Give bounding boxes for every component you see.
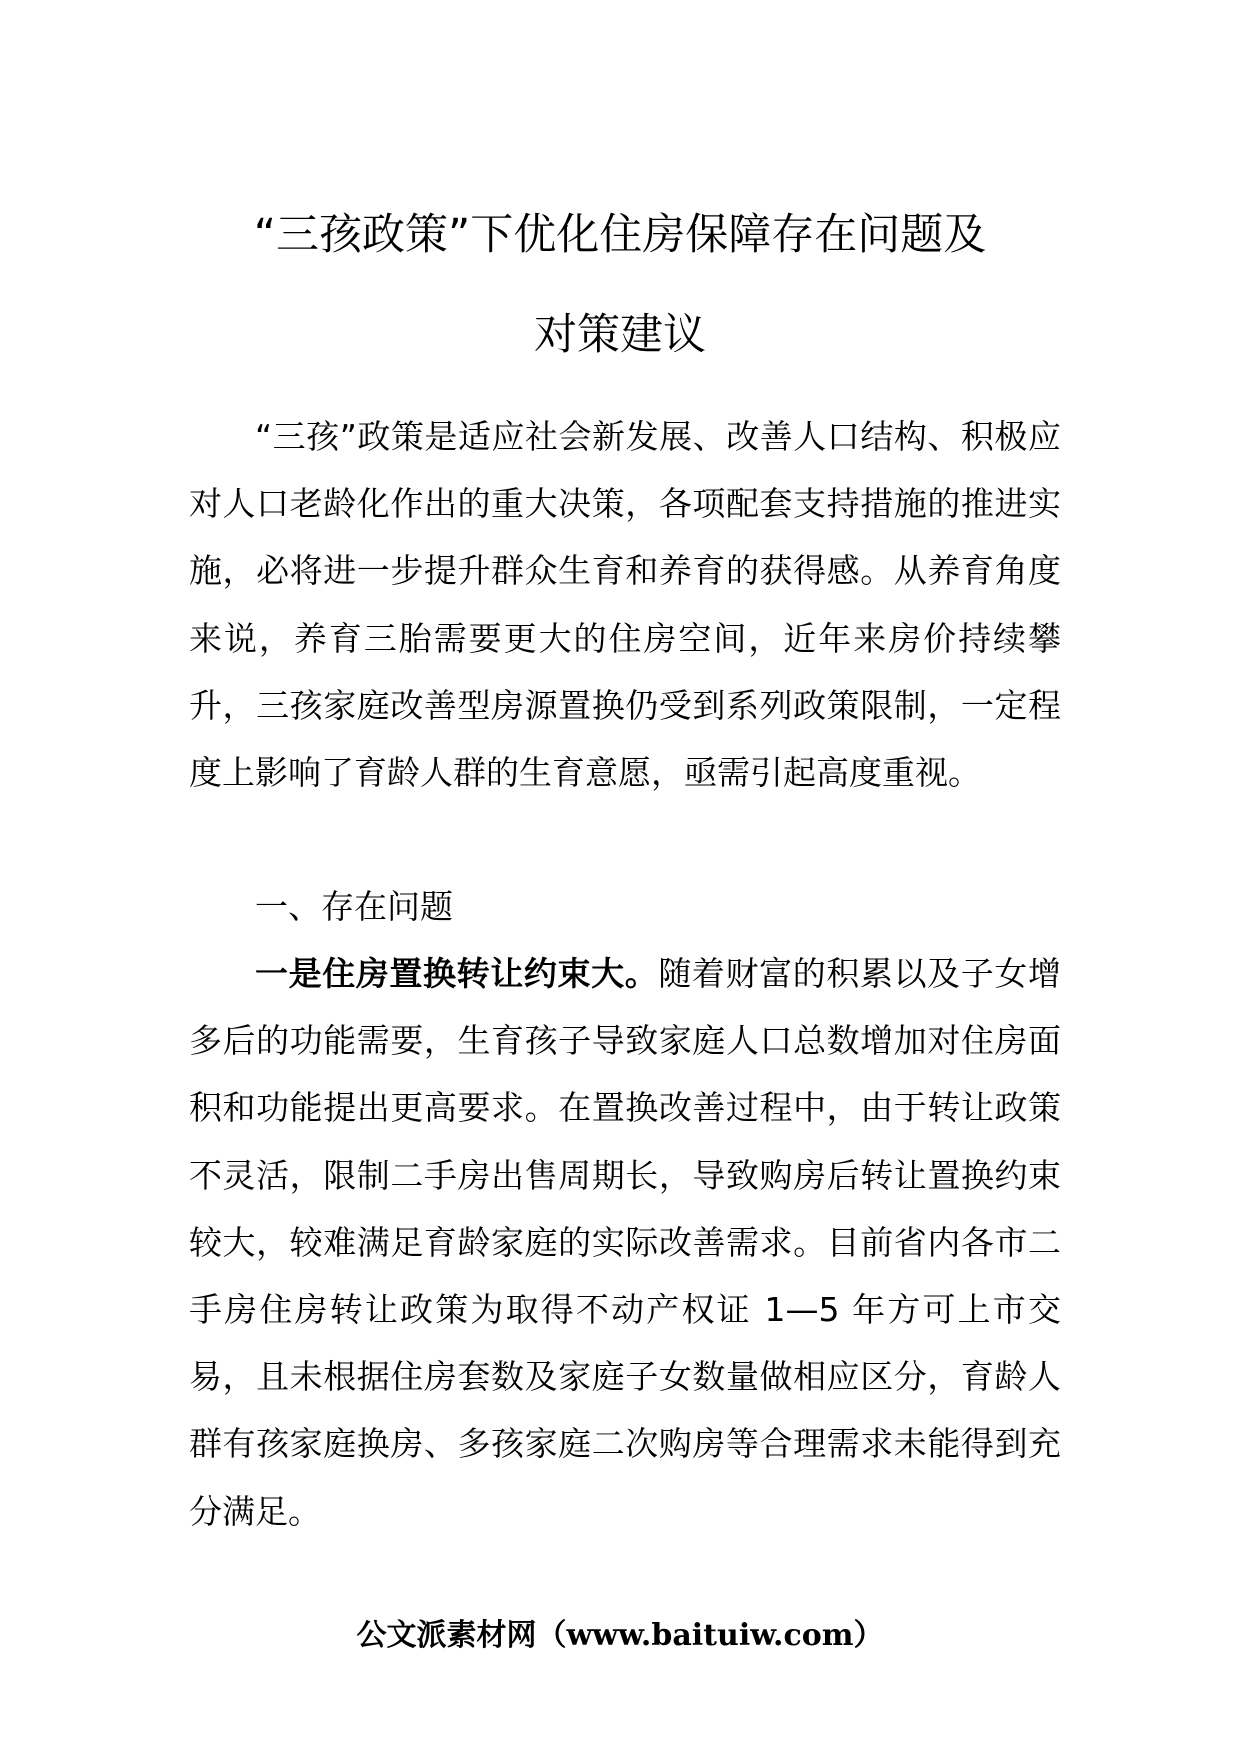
intro-paragraph: “三孩”政策是适应社会新发展、改善人口结构、积极应对人口老龄化作出的重大决策，各项配套支持措施的推进实施，必将进一步提升群众生育和养育的获得感。从养育角度来说，养育三胎需要更大的住房空间，近年来房价持续攀升，三孩家庭改善型房源置换仍受到系列政策限制，一定程度上影响了育龄人群的生育意愿，亟需引起高度重视。 bbox=[189, 417, 1061, 793]
point-one-paragraph bbox=[189, 940, 1061, 1545]
document-title-line-1: “三孩政策”下优化住房保障存在问题及 bbox=[253, 210, 987, 260]
footer-watermark: 公文派素材网（www.baituiw.com） bbox=[356, 1618, 884, 1653]
point-one-body: 随着财富的积累以及子女增多后的功能需要，生育孩子导致家庭人口总数增加对住房面积和功能提出更高要求。在置换改善过程中，由于转让政策不灵活，限制二手房出售周期长，导致购房后转让置换约束较大，较难满足育龄家庭的实际改善需求。目前省内各市二手房住房转让政策为取得不动产权证 1—5 年方可上市交易，且未根据住房套数及家庭子女数量做相应区分，育龄人群有孩家庭换房、多孩家庭二次购房等合理需求未能得到充分满足。 bbox=[189, 954, 1062, 1531]
point-one-lead: 一是住房置换转让约束大。 bbox=[255, 954, 659, 993]
section-heading: 一、存在问题 bbox=[255, 887, 453, 926]
document-title-line-2: 对策建议 bbox=[534, 310, 706, 360]
